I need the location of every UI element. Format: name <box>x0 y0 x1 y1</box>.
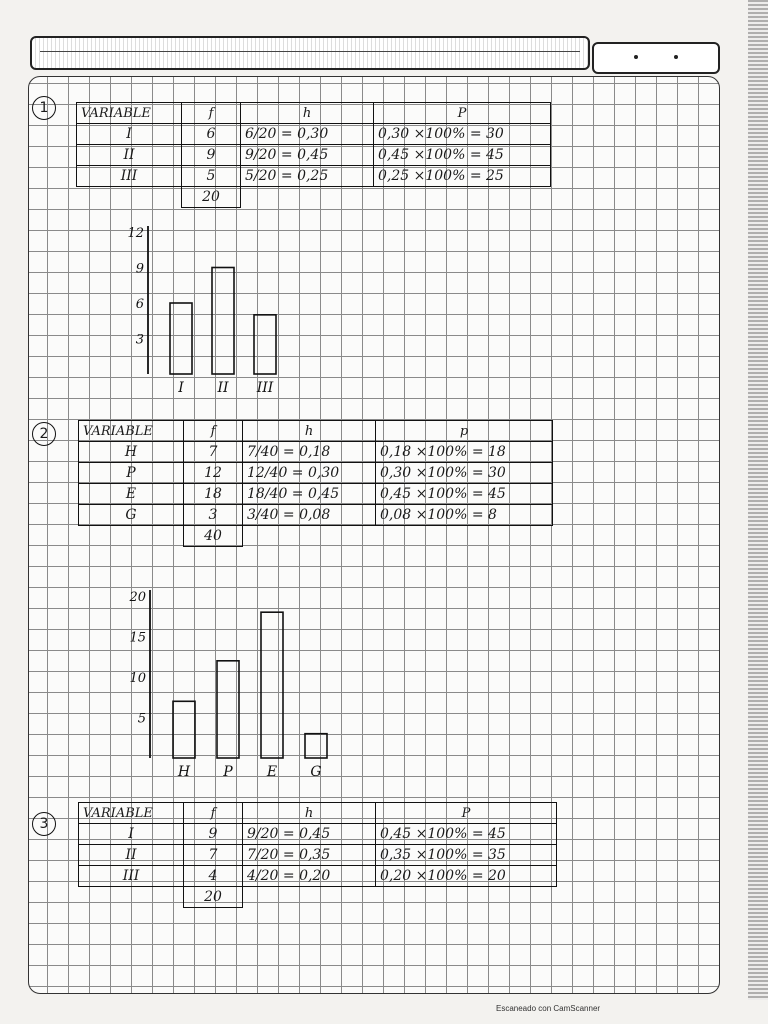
scanner-footer: Escaneado con CamScanner <box>496 1004 601 1013</box>
cell-variable: I <box>79 824 184 845</box>
cell-f: 12 <box>184 463 243 484</box>
cell-p: 0,45 ×100% = 45 <box>376 484 553 505</box>
cell-f: 6 <box>182 124 241 145</box>
cell-h: 6/20 = 0,30 <box>241 124 374 145</box>
table-row <box>77 166 551 187</box>
cell-p: 0,18 ×100% = 18 <box>376 442 553 463</box>
x-tick-label: E <box>266 764 278 780</box>
cell-f: 3 <box>184 505 243 526</box>
cell-h: 7/40 = 0,18 <box>243 442 376 463</box>
cell-f: 4 <box>184 866 243 887</box>
table-row <box>77 145 551 166</box>
cell-variable: I <box>77 124 182 145</box>
table-row <box>79 866 557 887</box>
bar <box>305 734 327 758</box>
cell-f: 9 <box>184 824 243 845</box>
cell-p: 0,45 ×100% = 45 <box>374 145 551 166</box>
col-header-p: P <box>374 103 551 124</box>
cell-p: 0,45 ×100% = 45 <box>376 824 557 845</box>
cell-p: 0,35 ×100% = 35 <box>376 845 557 866</box>
bar <box>217 661 239 758</box>
cell-h: 9/20 = 0,45 <box>241 145 374 166</box>
cell-variable: II <box>77 145 182 166</box>
table-row <box>77 124 551 145</box>
cell-f: 18 <box>184 484 243 505</box>
col-header-p: P <box>376 803 557 824</box>
col-header-p: p <box>376 421 553 442</box>
cell-h: 4/20 = 0,20 <box>243 866 376 887</box>
cell-variable: P <box>79 463 184 484</box>
cell-variable: H <box>79 442 184 463</box>
frequency-table-1 <box>76 102 551 208</box>
exercise-number-3: 3 <box>32 812 56 836</box>
total-f: 20 <box>182 187 241 208</box>
cell-h: 3/40 = 0,08 <box>243 505 376 526</box>
x-tick-label: III <box>256 380 274 396</box>
cell-h: 9/20 = 0,45 <box>243 824 376 845</box>
bar <box>212 268 234 375</box>
x-tick-label: II <box>217 380 229 396</box>
table-row <box>79 505 553 526</box>
cell-f: 7 <box>184 845 243 866</box>
col-header-h: h <box>243 803 376 824</box>
y-tick-label: 3 <box>135 332 144 348</box>
cell-h: 18/40 = 0,45 <box>243 484 376 505</box>
y-tick-label: 5 <box>137 711 146 727</box>
cell-p: 0,25 ×100% = 25 <box>374 166 551 187</box>
total-f: 40 <box>184 526 243 547</box>
y-tick-label: 20 <box>129 590 146 605</box>
bar <box>173 701 195 758</box>
cell-variable: III <box>77 166 182 187</box>
table-row <box>79 824 557 845</box>
cell-p: 0,08 ×100% = 8 <box>376 505 553 526</box>
y-tick-label: 10 <box>129 671 146 686</box>
x-tick-label: I <box>178 380 184 396</box>
bar <box>261 612 283 758</box>
cell-f: 9 <box>182 145 241 166</box>
y-tick-label: 6 <box>135 297 144 312</box>
col-header-h: h <box>243 421 376 442</box>
col-header-f: f <box>184 421 243 442</box>
page-edge <box>748 0 768 1000</box>
cell-h: 12/40 = 0,30 <box>243 463 376 484</box>
frequency-table-2 <box>78 420 553 547</box>
y-tick-label: 15 <box>129 630 146 646</box>
x-tick-label: G <box>310 764 322 780</box>
col-header-variable: VARIABLE <box>79 803 184 824</box>
table-row <box>79 484 553 505</box>
cell-variable: G <box>79 505 184 526</box>
cell-h: 5/20 = 0,25 <box>241 166 374 187</box>
cell-h: 7/20 = 0,35 <box>243 845 376 866</box>
table-row <box>79 845 557 866</box>
col-header-f: f <box>182 103 241 124</box>
bar <box>254 315 276 374</box>
col-header-variable: VARIABLE <box>79 421 184 442</box>
notebook-date-box <box>592 42 720 74</box>
bar <box>170 303 192 374</box>
exercise-number-2: 2 <box>32 422 56 446</box>
cell-p: 0,20 ×100% = 20 <box>376 866 557 887</box>
bar-chart-1 <box>110 218 330 408</box>
cell-f: 5 <box>182 166 241 187</box>
x-tick-label: H <box>177 764 191 780</box>
frequency-table-3 <box>78 802 557 908</box>
bar-chart-2 <box>110 582 360 788</box>
table-row <box>79 442 553 463</box>
cell-p: 0,30 ×100% = 30 <box>374 124 551 145</box>
x-tick-label: P <box>223 764 233 780</box>
exercise-number-1: 1 <box>32 96 56 120</box>
col-header-h: h <box>241 103 374 124</box>
y-tick-label: 12 <box>127 226 144 241</box>
col-header-f: f <box>184 803 243 824</box>
cell-variable: E <box>79 484 184 505</box>
cell-variable: III <box>79 866 184 887</box>
cell-f: 7 <box>184 442 243 463</box>
total-f: 20 <box>184 887 243 908</box>
notebook-header-bar <box>30 36 590 70</box>
y-tick-label: 9 <box>135 261 144 277</box>
cell-variable: II <box>79 845 184 866</box>
col-header-variable: VARIABLE <box>77 103 182 124</box>
cell-p: 0,30 ×100% = 30 <box>376 463 553 484</box>
table-row <box>79 463 553 484</box>
